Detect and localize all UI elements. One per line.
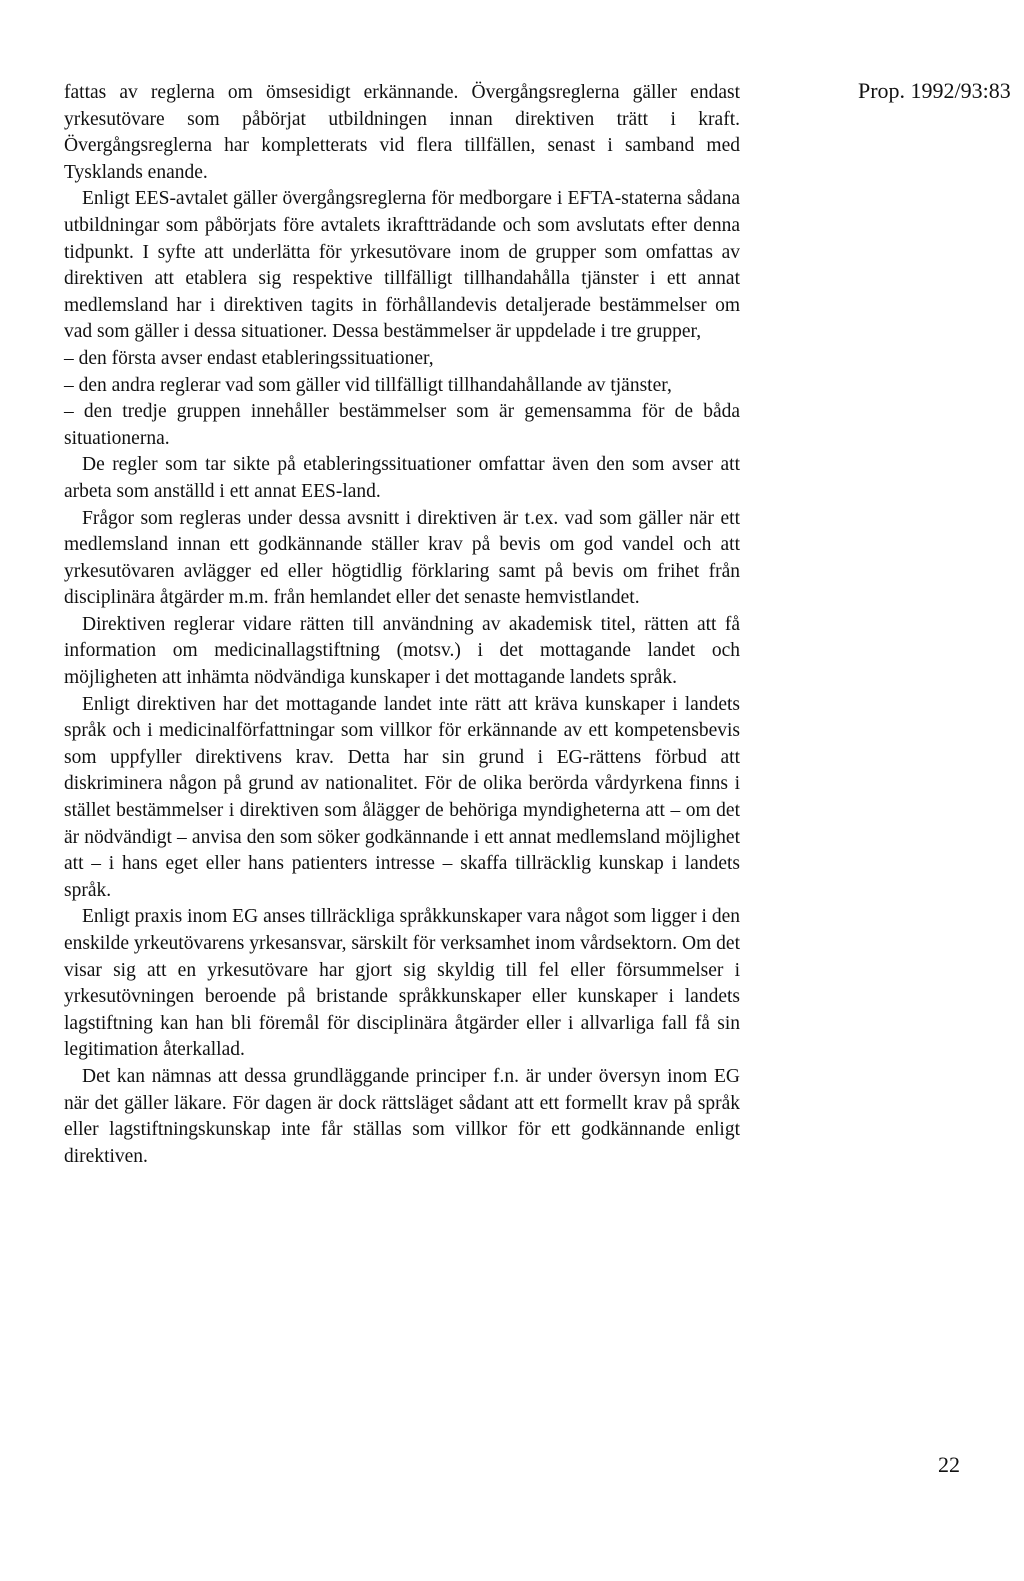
- paragraph-continuation: fattas av reglerna om ömsesidigt erkännande. Övergångsreglerna gäller endast yrkesutövare som påbörjat utbildningen innan direktiven trätt i kraft. Övergångsreglerna har kompletterats vid flera tillfällen, senast i samband med Tysklands enande.: [64, 82, 740, 183]
- paragraph-ec-practice: Enligt praxis inom EG anses tillräckliga språkkunskaper vara något som ligger i den enskilde yrkeutövarens yrkesansvar, särskilt för verksamhet inom vårdsektorn. Om det visar sig att en yrkesutövare har gjort sig skyldig till fel eller försummelser i yrkesutövningen beroende på bristande språkkunskaper eller kunskaper i landets lagstiftning kan han bli föremål för disciplinära åtgärder eller i allvarliga fall få sin legitimation återkallad.: [64, 906, 740, 1061]
- paragraph-language-requirements: Enligt direktiven har det mottagande landet inte rätt att kräva kunskaper i landets språk och i medicinalförfattningar som villkor för erkännande av ett kompetensbevis som uppfyller direktivens krav. Detta har sin grund i EG-rättens förbud att diskriminera någon på grund av nationalitet. För de olika berörda vårdyrkena finns i stället bestämmelser i direktiven som ålägger de behöriga myndigheterna att – om det är nödvändigt – anvisa den som söker godkännande i ett annat medlemsland möjlighet att – i hans eget eller hans patienters intresse – skaffa tillräcklig kunskap i landets språk.: [64, 693, 740, 901]
- paragraph-ees-agreement: Enligt EES-avtalet gäller övergångsreglerna för medborgare i EFTA-staterna sådana utbildningar som påbörjats före avtalets ikraftträdande och som avslutats efter denna tidpunkt. I syfte att underlätta för yrkesutövare inom de grupper som omfattas av direktiven att etablera sig respektive tillfälligt tillhandahålla tjänster i ett annat medlemsland har i direktiven tagits in förhållandevis detaljerade bestämmelser om vad som gäller i dessa situationer. Dessa bestämmelser är uppdelade i tre grupper,: [64, 188, 740, 343]
- paragraph-review: Det kan nämnas att dessa grundläggande principer f.n. är under översyn inom EG när det gäller läkare. För dagen är dock rättsläget sådant att ett formellt krav på språk eller lagstiftningskunskap inte får ställas som villkor för ett godkännande enligt direktiven.: [64, 1065, 740, 1167]
- paragraph-questions-regulated: Frågor som regleras under dessa avsnitt i direktiven är t.ex. vad som gäller när ett medlemsland innan ett godkännande ställer krav på bevis om god vandel och att yrkesutövaren avlägger ed eller högtidlig förklaring samt på bevis om frihet från disciplinära åtgärder m.m. från hemlandet eller det senaste hemvistlandet.: [64, 507, 740, 609]
- proposition-reference: Prop. 1992/93:83: [858, 78, 1011, 103]
- list-item: – den tredje gruppen innehåller bestämmelser som är gemensamma för de båda situationerna.: [64, 401, 740, 449]
- paragraph-establishment-rules: De regler som tar sikte på etableringssituationer omfattar även den som avser att arbeta som anställd i ett annat EES-land.: [64, 454, 740, 502]
- page-number: 22: [938, 1452, 960, 1477]
- list-item: – den andra reglerar vad som gäller vid tillfälligt tillhandahållande av tjänster,: [64, 374, 672, 396]
- body-text: [64, 80, 740, 1170]
- paragraph-academic-title: Direktiven reglerar vidare rätten till användning av akademisk titel, rätten att få information om medicinallagstiftning (motsv.) i det mottagande landet och möjligheten att inhämta nödvändiga kunskaper i det mottagande landets språk.: [64, 613, 740, 689]
- list-item: – den första avser endast etableringssituationer,: [64, 347, 434, 369]
